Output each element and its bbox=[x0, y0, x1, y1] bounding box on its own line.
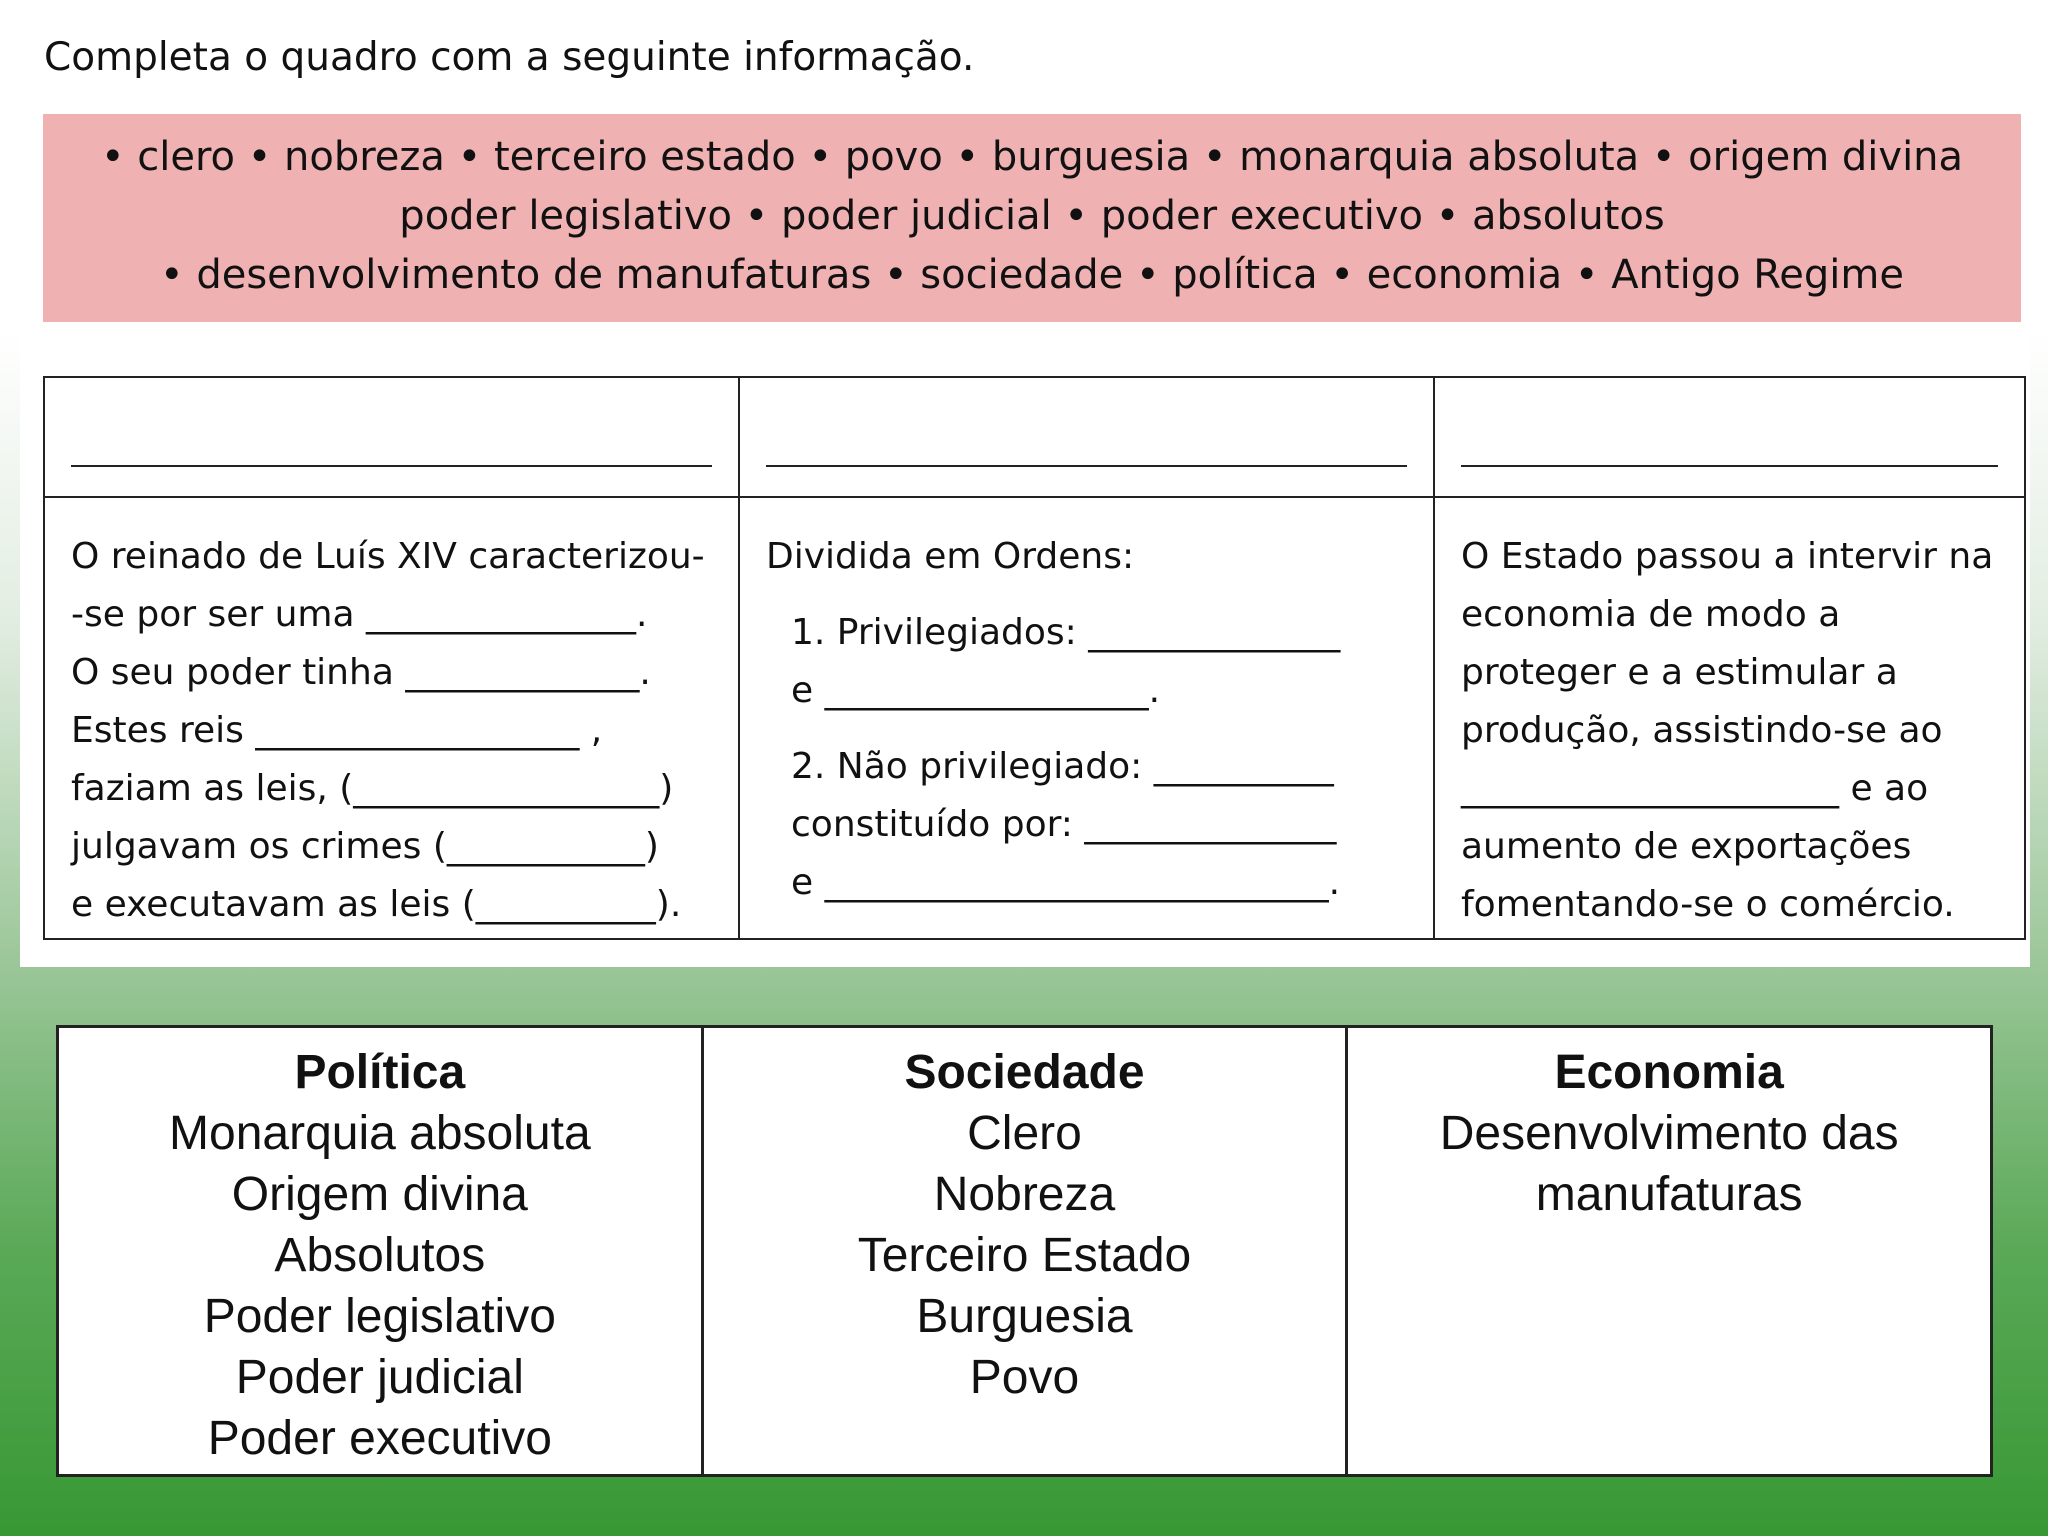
text-line: O reinado de Luís XIV caracterizou- bbox=[71, 536, 705, 577]
answers-economia-cell bbox=[1347, 1027, 1992, 1476]
answers-sociedade-cell bbox=[702, 1027, 1347, 1476]
header-blank-cell bbox=[44, 377, 739, 497]
text-line: 2. Não privilegiado: __________ bbox=[791, 746, 1334, 787]
header-blank-line bbox=[71, 425, 712, 467]
sociedade-heading: Sociedade bbox=[904, 1046, 1145, 1099]
answer-item: Clero bbox=[967, 1107, 1082, 1160]
answer-item: Nobreza bbox=[933, 1168, 1116, 1221]
text-line: -se por ser uma _______________. bbox=[71, 594, 648, 635]
instruction-text: Completa o quadro com a seguinte informação. bbox=[44, 35, 975, 80]
answers-politica-cell bbox=[58, 1027, 703, 1476]
word-bank bbox=[43, 114, 2021, 322]
text-line: fomentando-se o comércio. bbox=[1461, 884, 1955, 925]
text-line: economia de modo a bbox=[1461, 594, 1841, 635]
header-blank-cell bbox=[739, 377, 1434, 497]
text-line: Estes reis __________________ , bbox=[71, 710, 603, 751]
text-line: constituído por: ______________ bbox=[791, 804, 1337, 845]
answer-item: Poder judicial bbox=[235, 1351, 524, 1404]
politics-cell bbox=[44, 497, 739, 939]
answer-item: Desenvolvimento das bbox=[1439, 1107, 1899, 1160]
text-line: aumento de exportações bbox=[1461, 826, 1912, 867]
answer-item: Burguesia bbox=[916, 1290, 1133, 1343]
answer-item: manufaturas bbox=[1535, 1168, 1803, 1221]
text-line: e ____________________________. bbox=[791, 862, 1341, 903]
answer-item: Origem divina bbox=[231, 1168, 528, 1221]
answer-item: Absolutos bbox=[274, 1229, 486, 1282]
word-bank-line: • desenvolvimento de manufaturas • sociedade • política • economia • Antigo Regime bbox=[160, 252, 1904, 298]
politica-heading: Política bbox=[294, 1046, 466, 1099]
word-bank-line: • clero • nobreza • terceiro estado • povo • burguesia • monarquia absoluta • origem divina bbox=[100, 134, 1964, 180]
society-cell bbox=[739, 497, 1434, 939]
worksheet-header-row bbox=[44, 377, 2025, 497]
text-line: e __________________. bbox=[791, 670, 1161, 711]
economy-cell bbox=[1434, 497, 2025, 939]
header-blank-line bbox=[766, 425, 1407, 467]
answer-item: Poder executivo bbox=[207, 1412, 552, 1465]
text-line: proteger e a estimular a bbox=[1461, 652, 1898, 693]
text-line: _____________________ e ao bbox=[1461, 768, 1929, 809]
text-line: O Estado passou a intervir na bbox=[1461, 536, 1994, 577]
economia-heading: Economia bbox=[1554, 1046, 1784, 1099]
text-line: Dividida em Ordens: bbox=[766, 536, 1135, 577]
word-bank-line: poder legislativo • poder judicial • poder executivo • absolutos bbox=[399, 193, 1665, 239]
answers-table bbox=[56, 1025, 1993, 1477]
answer-item: Terceiro Estado bbox=[857, 1229, 1192, 1282]
answer-item: Monarquia absoluta bbox=[169, 1107, 591, 1160]
text-line: produção, assistindo-se ao bbox=[1461, 710, 1943, 751]
header-blank-line bbox=[1461, 425, 1998, 467]
text-line: 1. Privilegiados: ______________ bbox=[791, 612, 1341, 653]
text-line: julgavam os crimes (___________) bbox=[71, 826, 659, 867]
answer-item: Povo bbox=[969, 1351, 1080, 1404]
worksheet-body-row bbox=[44, 497, 2025, 939]
answers-row bbox=[58, 1027, 1992, 1476]
text-line: faziam as leis, (_________________) bbox=[71, 768, 674, 809]
answer-item: Poder legislativo bbox=[203, 1290, 556, 1343]
text-line: e executavam as leis (__________). bbox=[71, 884, 682, 925]
header-blank-cell bbox=[1434, 377, 2025, 497]
text-line: O seu poder tinha _____________. bbox=[71, 652, 651, 693]
worksheet-table bbox=[43, 376, 2026, 940]
